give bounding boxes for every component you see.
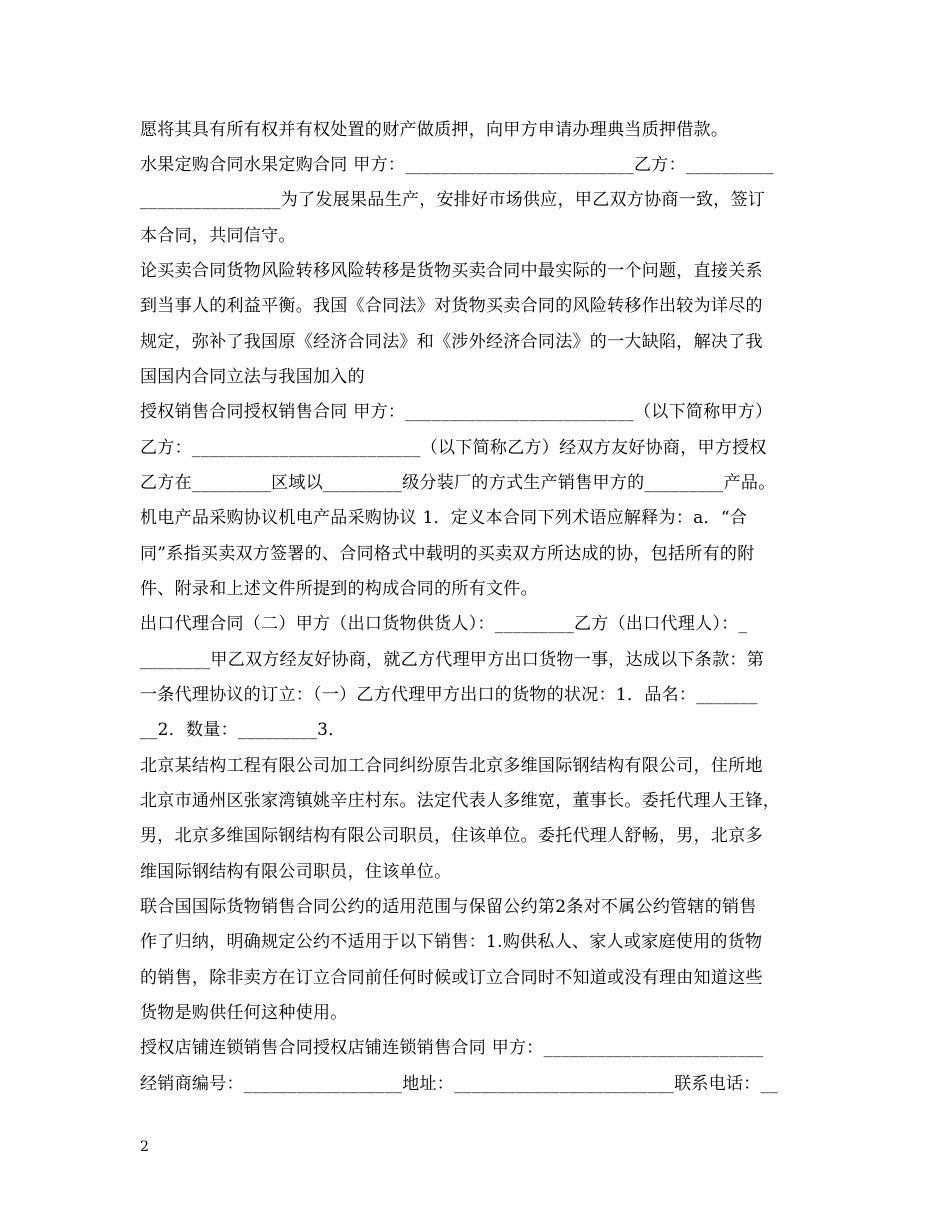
text-line: 维国际钢结构有限公司职员，住该单位。 <box>140 862 452 882</box>
text-line: 国国内合同立法与我国加入的 <box>140 367 365 387</box>
text-line: ________甲乙双方经友好协商，就乙方代理甲方出口货物一事，达成以下条款：第 <box>140 650 764 670</box>
text-line: __2．数量：_________3． <box>140 720 346 740</box>
text-line: 件、附录和上述文件所提到的构成合同的所有文件。 <box>140 579 538 599</box>
text-line: 男，北京多维国际钢结构有限公司职员，住该单位。委托代理人舒畅，男，北京多 <box>140 826 763 846</box>
text-line: 联合国国际货物销售合同公约的适用范围与保留公约第2条对不属公约管辖的销售 <box>140 897 757 917</box>
text-line: 的销售，除非卖方在订立合同前任何时候或订立合同时不知道或没有理由知道这些 <box>140 968 763 988</box>
text-line: 授权店铺连锁销售合同授权店铺连锁销售合同 甲方：_________________________ <box>140 1038 764 1058</box>
text-line: 规定，弥补了我国原《经济合同法》和《涉外经济合同法》的一大缺陷，解决了我 <box>140 332 763 352</box>
text-line: 北京市通州区张家湾镇姚辛庄村东。法定代表人多维宽，董事长。委托代理人王锋， <box>140 791 781 811</box>
text-line: 到当事人的利益平衡。我国《合同法》对货物买卖合同的风险转移作出较为详尽的 <box>140 296 763 316</box>
text-line: 经销商编号：__________________地址：_________________________联系电话：__ <box>140 1074 779 1094</box>
text-line: 本合同，共同信守。 <box>140 226 296 246</box>
text-line: 北京某结构工程有限公司加工合同纠纷原告北京多维国际钢结构有限公司，住所地 <box>140 756 763 776</box>
text-line: 同”系指买卖双方签署的、合同格式中载明的买卖双方所达成的协，包括所有的附 <box>140 544 755 564</box>
text-line: 作了归纳，明确规定公约不适用于以下销售：1.购供私人、家人或家庭使用的货物 <box>140 932 763 952</box>
text-line: 出口代理合同（二）甲方（出口货物供货人）：_________乙方（出口代理人）：_ <box>140 614 748 634</box>
text-line: ________________为了发展果品生产，安排好市场供应，甲乙双方协商一致，签订 <box>140 190 766 210</box>
text-line: 乙方在_________区域以_________级分装厂的方式生产销售甲方的_________产品。 <box>140 473 776 493</box>
text-line: 论买卖合同货物风险转移风险转移是货物买卖合同中最实际的一个问题，直接关系 <box>140 261 763 281</box>
text-line: 授权销售合同授权销售合同 甲方：__________________________（以下简称甲方） <box>140 402 773 422</box>
text-line: 水果定购合同水果定购合同 甲方：__________________________乙方：__________ <box>140 155 774 175</box>
text-line: 愿将其具有所有权并有权处置的财产做质押，向甲方申请办理典当质押借款。 <box>140 120 729 140</box>
text-line: 机电产品采购协议机电产品采购协议 1．定义本合同下列术语应解释为：a．“合 <box>140 508 748 528</box>
text-line: 一条代理协议的订立：（一）乙方代理甲方出口的货物的状况：1．品名：_______ <box>140 685 758 705</box>
page-number: 2 <box>140 1139 149 1155</box>
text-line: 货物是购供任何这种使用。 <box>140 1003 348 1023</box>
text-line: 乙方：__________________________（以下简称乙方）经双方友好协商，甲方授权 <box>140 438 767 458</box>
